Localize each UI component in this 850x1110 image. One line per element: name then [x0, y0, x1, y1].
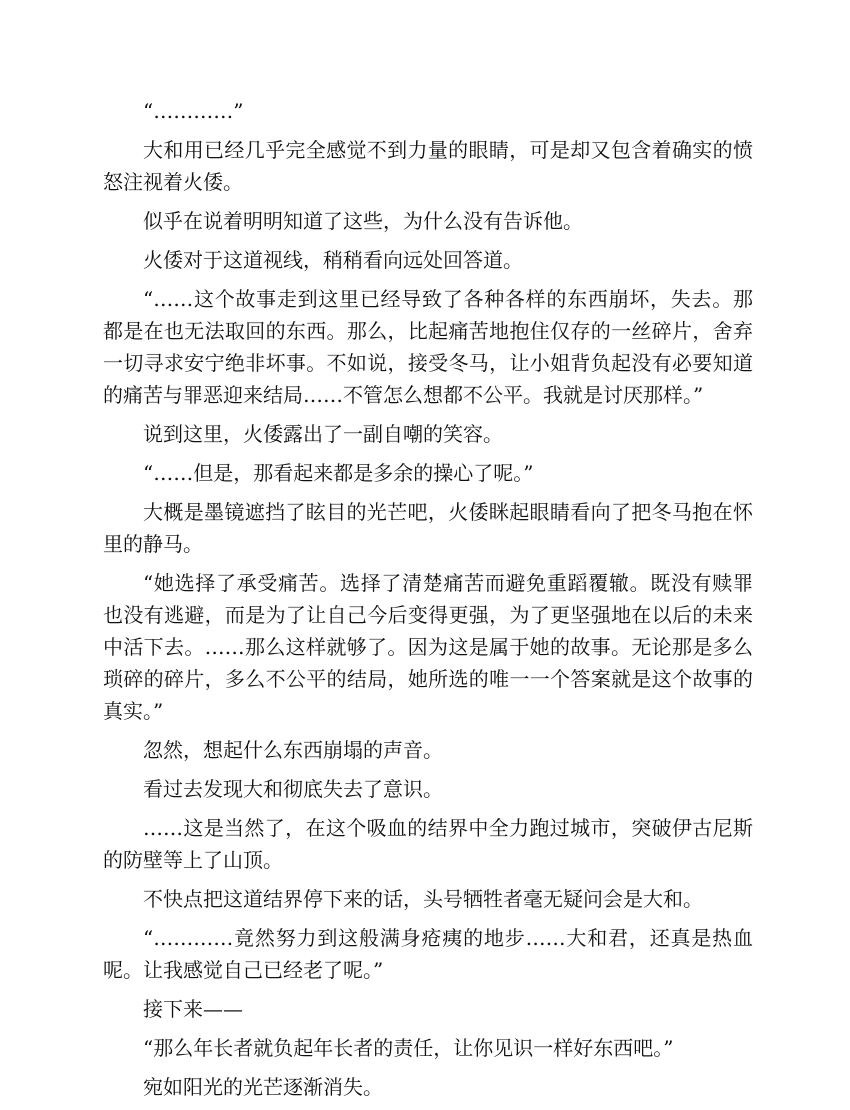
paragraph: 似乎在说着明明知道了这些，为什么没有告诉他。 [143, 209, 583, 233]
paragraph: 说到这里，火倭露出了一副自嘲的笑容。 [143, 422, 503, 446]
paragraph: 火倭对于这道视线，稍稍看向远处回答道。 [143, 248, 523, 272]
paragraph: “…………竟然努力到这般满身疮痍的地步……大和君，还真是热血呢。让我感觉自己已经老了呢。” [103, 926, 753, 982]
paragraph: 接下来—— [143, 997, 243, 1021]
paragraph: 不快点把这道结界停下来的话，头号牺牲者毫无疑问会是大和。 [143, 887, 703, 911]
body-text [103, 95, 753, 1110]
paragraph: 宛如阳光的光芒逐渐消失。 [143, 1075, 383, 1099]
paragraph: 大和用已经几乎完全感觉不到力量的眼睛，可是却又包含着确实的愤怒注视着火倭。 [103, 138, 753, 194]
paragraph: 大概是墨镜遮挡了眩目的光芒吧，火倭眯起眼睛看向了把冬马抱在怀里的静马。 [103, 500, 753, 556]
paragraph: “……这个故事走到这里已经导致了各种各样的东西崩坏，失去。那都是在也无法取回的东西。那么，比起痛苦地抱住仅存的一丝碎片，舍弃一切寻求安宁绝非坏事。不如说，接受冬马，让小姐背负起没有必要知道的痛苦与罪恶迎来结局……不管怎么想都不公平。我就是讨厌那样。” [103, 287, 753, 407]
paragraph: “她选择了承受痛苦。选择了清楚痛苦而避免重蹈覆辙。既没有赎罪也没有逃避，而是为了让自己今后变得更强，为了更坚强地在以后的未来中活下去。……那么这样就够了。因为这是属于她的故事。无论那是多么琐碎的碎片，多么不公平的结局，她所选的唯一一个答案就是这个故事的真实。” [103, 571, 753, 723]
paragraph: 忽然，想起什么东西崩塌的声音。 [143, 738, 443, 762]
paragraph: “…………” [143, 99, 244, 123]
paragraph: 看过去发现大和彻底失去了意识。 [143, 777, 443, 801]
paragraph: “那么年长者就负起年长者的责任，让你见识一样好东西吧。” [143, 1036, 674, 1060]
paragraph: “……但是，那看起来都是多余的操心了呢。” [143, 461, 534, 485]
paragraph: ……这是当然了，在这个吸血的结界中全力跑过城市，突破伊古尼斯的防壁等上了山顶。 [103, 816, 753, 872]
